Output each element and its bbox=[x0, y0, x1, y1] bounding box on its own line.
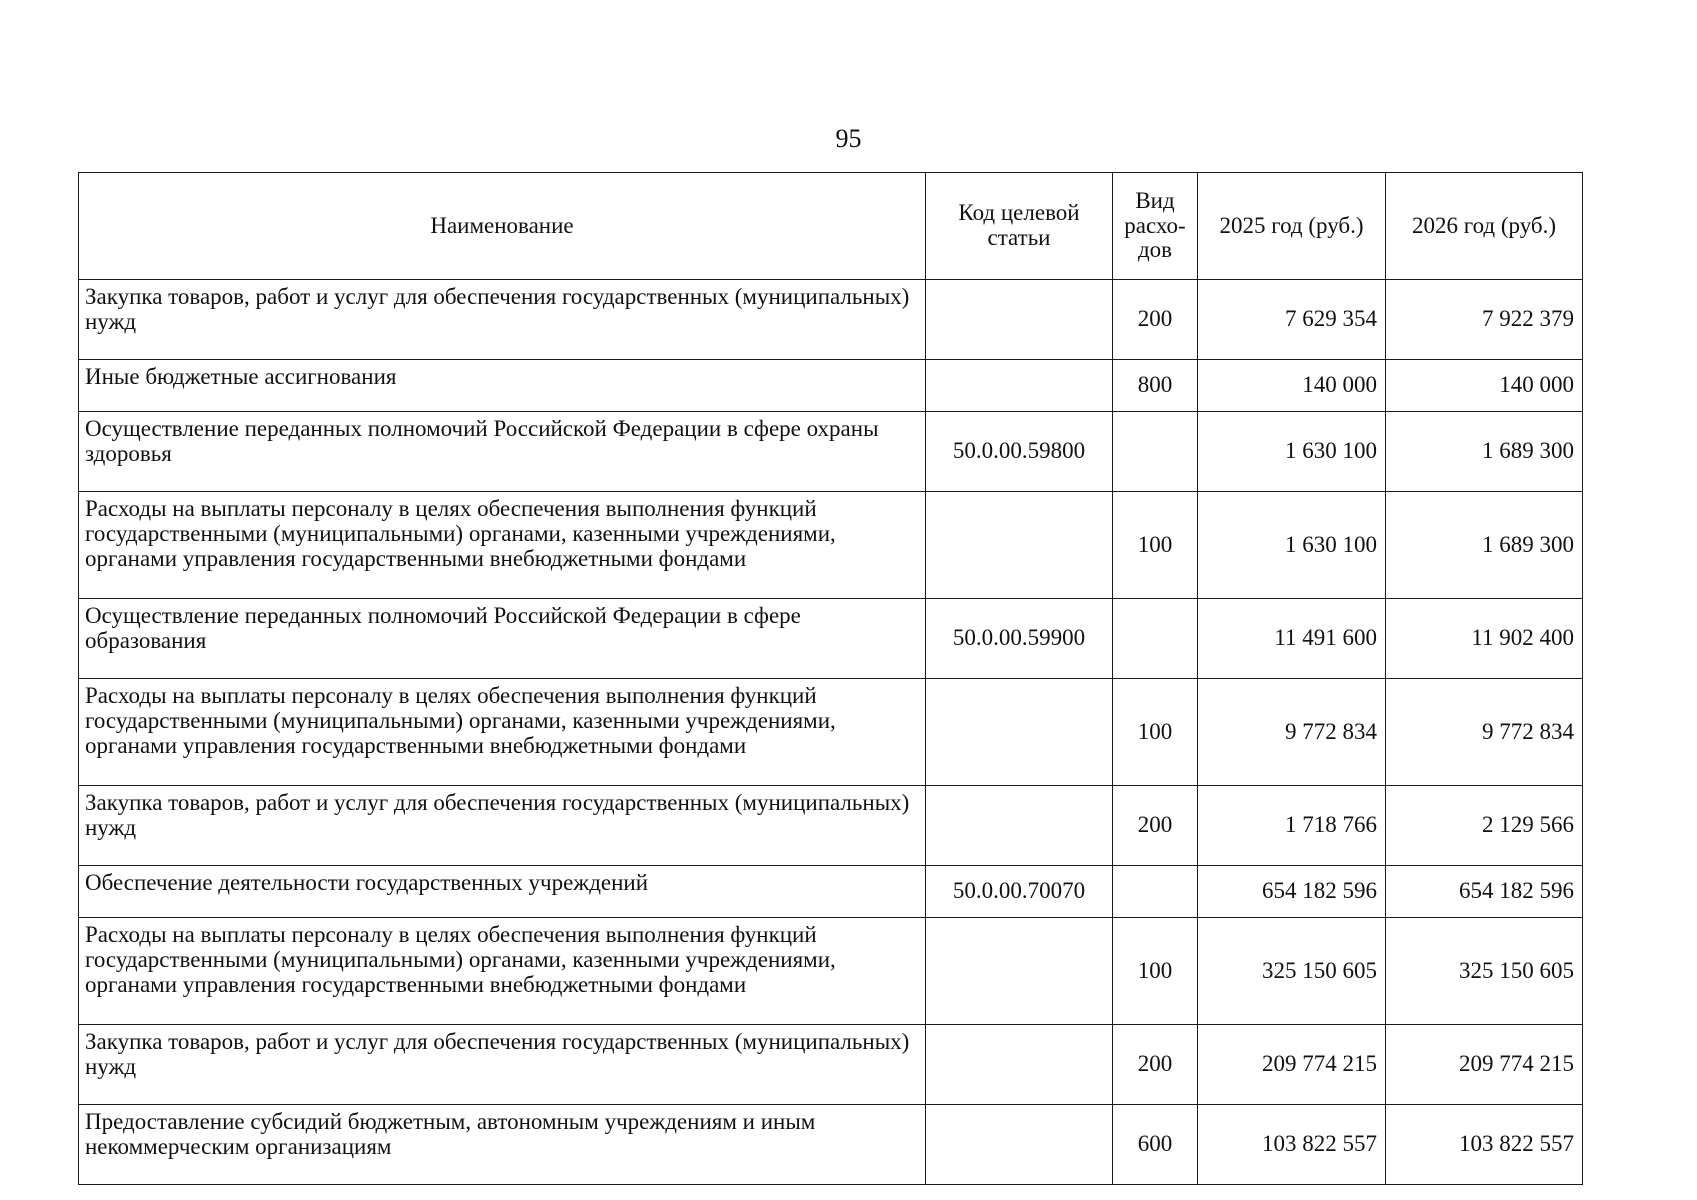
row-kind: 200 bbox=[1113, 786, 1198, 866]
row-2026: 11 902 400 bbox=[1386, 599, 1583, 679]
table-row bbox=[79, 866, 1583, 918]
row-code bbox=[926, 492, 1113, 599]
table-row bbox=[79, 786, 1583, 866]
row-2026: 140 000 bbox=[1386, 360, 1583, 412]
row-code: 50.0.00.70070 bbox=[926, 866, 1113, 918]
row-kind bbox=[1113, 412, 1198, 492]
table-row bbox=[79, 918, 1583, 1025]
budget-table bbox=[78, 172, 1583, 1185]
header-2025: 2025 год (руб.) bbox=[1198, 173, 1386, 280]
row-kind: 800 bbox=[1113, 360, 1198, 412]
row-2025: 325 150 605 bbox=[1198, 918, 1386, 1025]
row-name: Закупка товаров, работ и услуг для обеспечения государственных (муниципальных) нужд bbox=[79, 1025, 926, 1105]
row-name: Иные бюджетные ассигнования bbox=[79, 360, 926, 412]
table-row bbox=[79, 1105, 1583, 1185]
row-name: Обеспечение деятельности государственных учреждений bbox=[79, 866, 926, 918]
row-name: Осуществление переданных полномочий Российской Федерации в сфере охраны здоровья bbox=[79, 412, 926, 492]
row-code bbox=[926, 1025, 1113, 1105]
header-name: Наименование bbox=[79, 173, 926, 280]
row-2026: 9 772 834 bbox=[1386, 679, 1583, 786]
row-code bbox=[926, 280, 1113, 360]
row-name: Осуществление переданных полномочий Российской Федерации в сфере образования bbox=[79, 599, 926, 679]
table-row bbox=[79, 360, 1583, 412]
row-name: Закупка товаров, работ и услуг для обеспечения государственных (муниципальных) нужд bbox=[79, 786, 926, 866]
table-row bbox=[79, 679, 1583, 786]
row-2026: 325 150 605 bbox=[1386, 918, 1583, 1025]
row-2026: 7 922 379 bbox=[1386, 280, 1583, 360]
row-2025: 1 718 766 bbox=[1198, 786, 1386, 866]
row-2026: 103 822 557 bbox=[1386, 1105, 1583, 1185]
row-2025: 209 774 215 bbox=[1198, 1025, 1386, 1105]
row-2025: 103 822 557 bbox=[1198, 1105, 1386, 1185]
table-row bbox=[79, 280, 1583, 360]
row-kind: 100 bbox=[1113, 918, 1198, 1025]
row-name: Предоставление субсидий бюджетным, автономным учреждениям и иным некоммерческим организациям bbox=[79, 1105, 926, 1185]
row-name: Расходы на выплаты персоналу в целях обеспечения выполнения функций государственными (муниципальными) органами, казенными учреждениями, органами управления государственными внебюджетными фондами bbox=[79, 918, 926, 1025]
row-2026: 654 182 596 bbox=[1386, 866, 1583, 918]
row-kind bbox=[1113, 866, 1198, 918]
row-code: 50.0.00.59800 bbox=[926, 412, 1113, 492]
table-row bbox=[79, 1025, 1583, 1105]
row-kind bbox=[1113, 599, 1198, 679]
row-2025: 1 630 100 bbox=[1198, 412, 1386, 492]
row-kind: 600 bbox=[1113, 1105, 1198, 1185]
row-kind: 100 bbox=[1113, 679, 1198, 786]
table-header-row bbox=[79, 173, 1583, 280]
row-kind: 100 bbox=[1113, 492, 1198, 599]
row-kind: 200 bbox=[1113, 1025, 1198, 1105]
row-2025: 9 772 834 bbox=[1198, 679, 1386, 786]
row-code bbox=[926, 1105, 1113, 1185]
header-kind: Вид расхо-дов bbox=[1113, 173, 1198, 280]
row-kind: 200 bbox=[1113, 280, 1198, 360]
row-code bbox=[926, 360, 1113, 412]
row-2026: 2 129 566 bbox=[1386, 786, 1583, 866]
row-2025: 654 182 596 bbox=[1198, 866, 1386, 918]
row-name: Расходы на выплаты персоналу в целях обеспечения выполнения функций государственными (муниципальными) органами, казенными учреждениями, органами управления государственными внебюджетными фондами bbox=[79, 492, 926, 599]
row-code: 50.0.00.59900 bbox=[926, 599, 1113, 679]
row-code bbox=[926, 679, 1113, 786]
row-2025: 140 000 bbox=[1198, 360, 1386, 412]
row-name: Расходы на выплаты персоналу в целях обеспечения выполнения функций государственными (муниципальными) органами, казенными учреждениями, органами управления государственными внебюджетными фондами bbox=[79, 679, 926, 786]
header-2026: 2026 год (руб.) bbox=[1386, 173, 1583, 280]
row-2026: 1 689 300 bbox=[1386, 492, 1583, 599]
row-code bbox=[926, 918, 1113, 1025]
row-2025: 11 491 600 bbox=[1198, 599, 1386, 679]
table-row bbox=[79, 412, 1583, 492]
row-2025: 1 630 100 bbox=[1198, 492, 1386, 599]
row-2025: 7 629 354 bbox=[1198, 280, 1386, 360]
page-number: 95 bbox=[835, 124, 862, 153]
row-2026: 1 689 300 bbox=[1386, 412, 1583, 492]
table-row bbox=[79, 492, 1583, 599]
row-name: Закупка товаров, работ и услуг для обеспечения государственных (муниципальных) нужд bbox=[79, 280, 926, 360]
table-row bbox=[79, 599, 1583, 679]
header-code: Код целевой статьи bbox=[926, 173, 1113, 280]
row-2026: 209 774 215 bbox=[1386, 1025, 1583, 1105]
row-code bbox=[926, 786, 1113, 866]
